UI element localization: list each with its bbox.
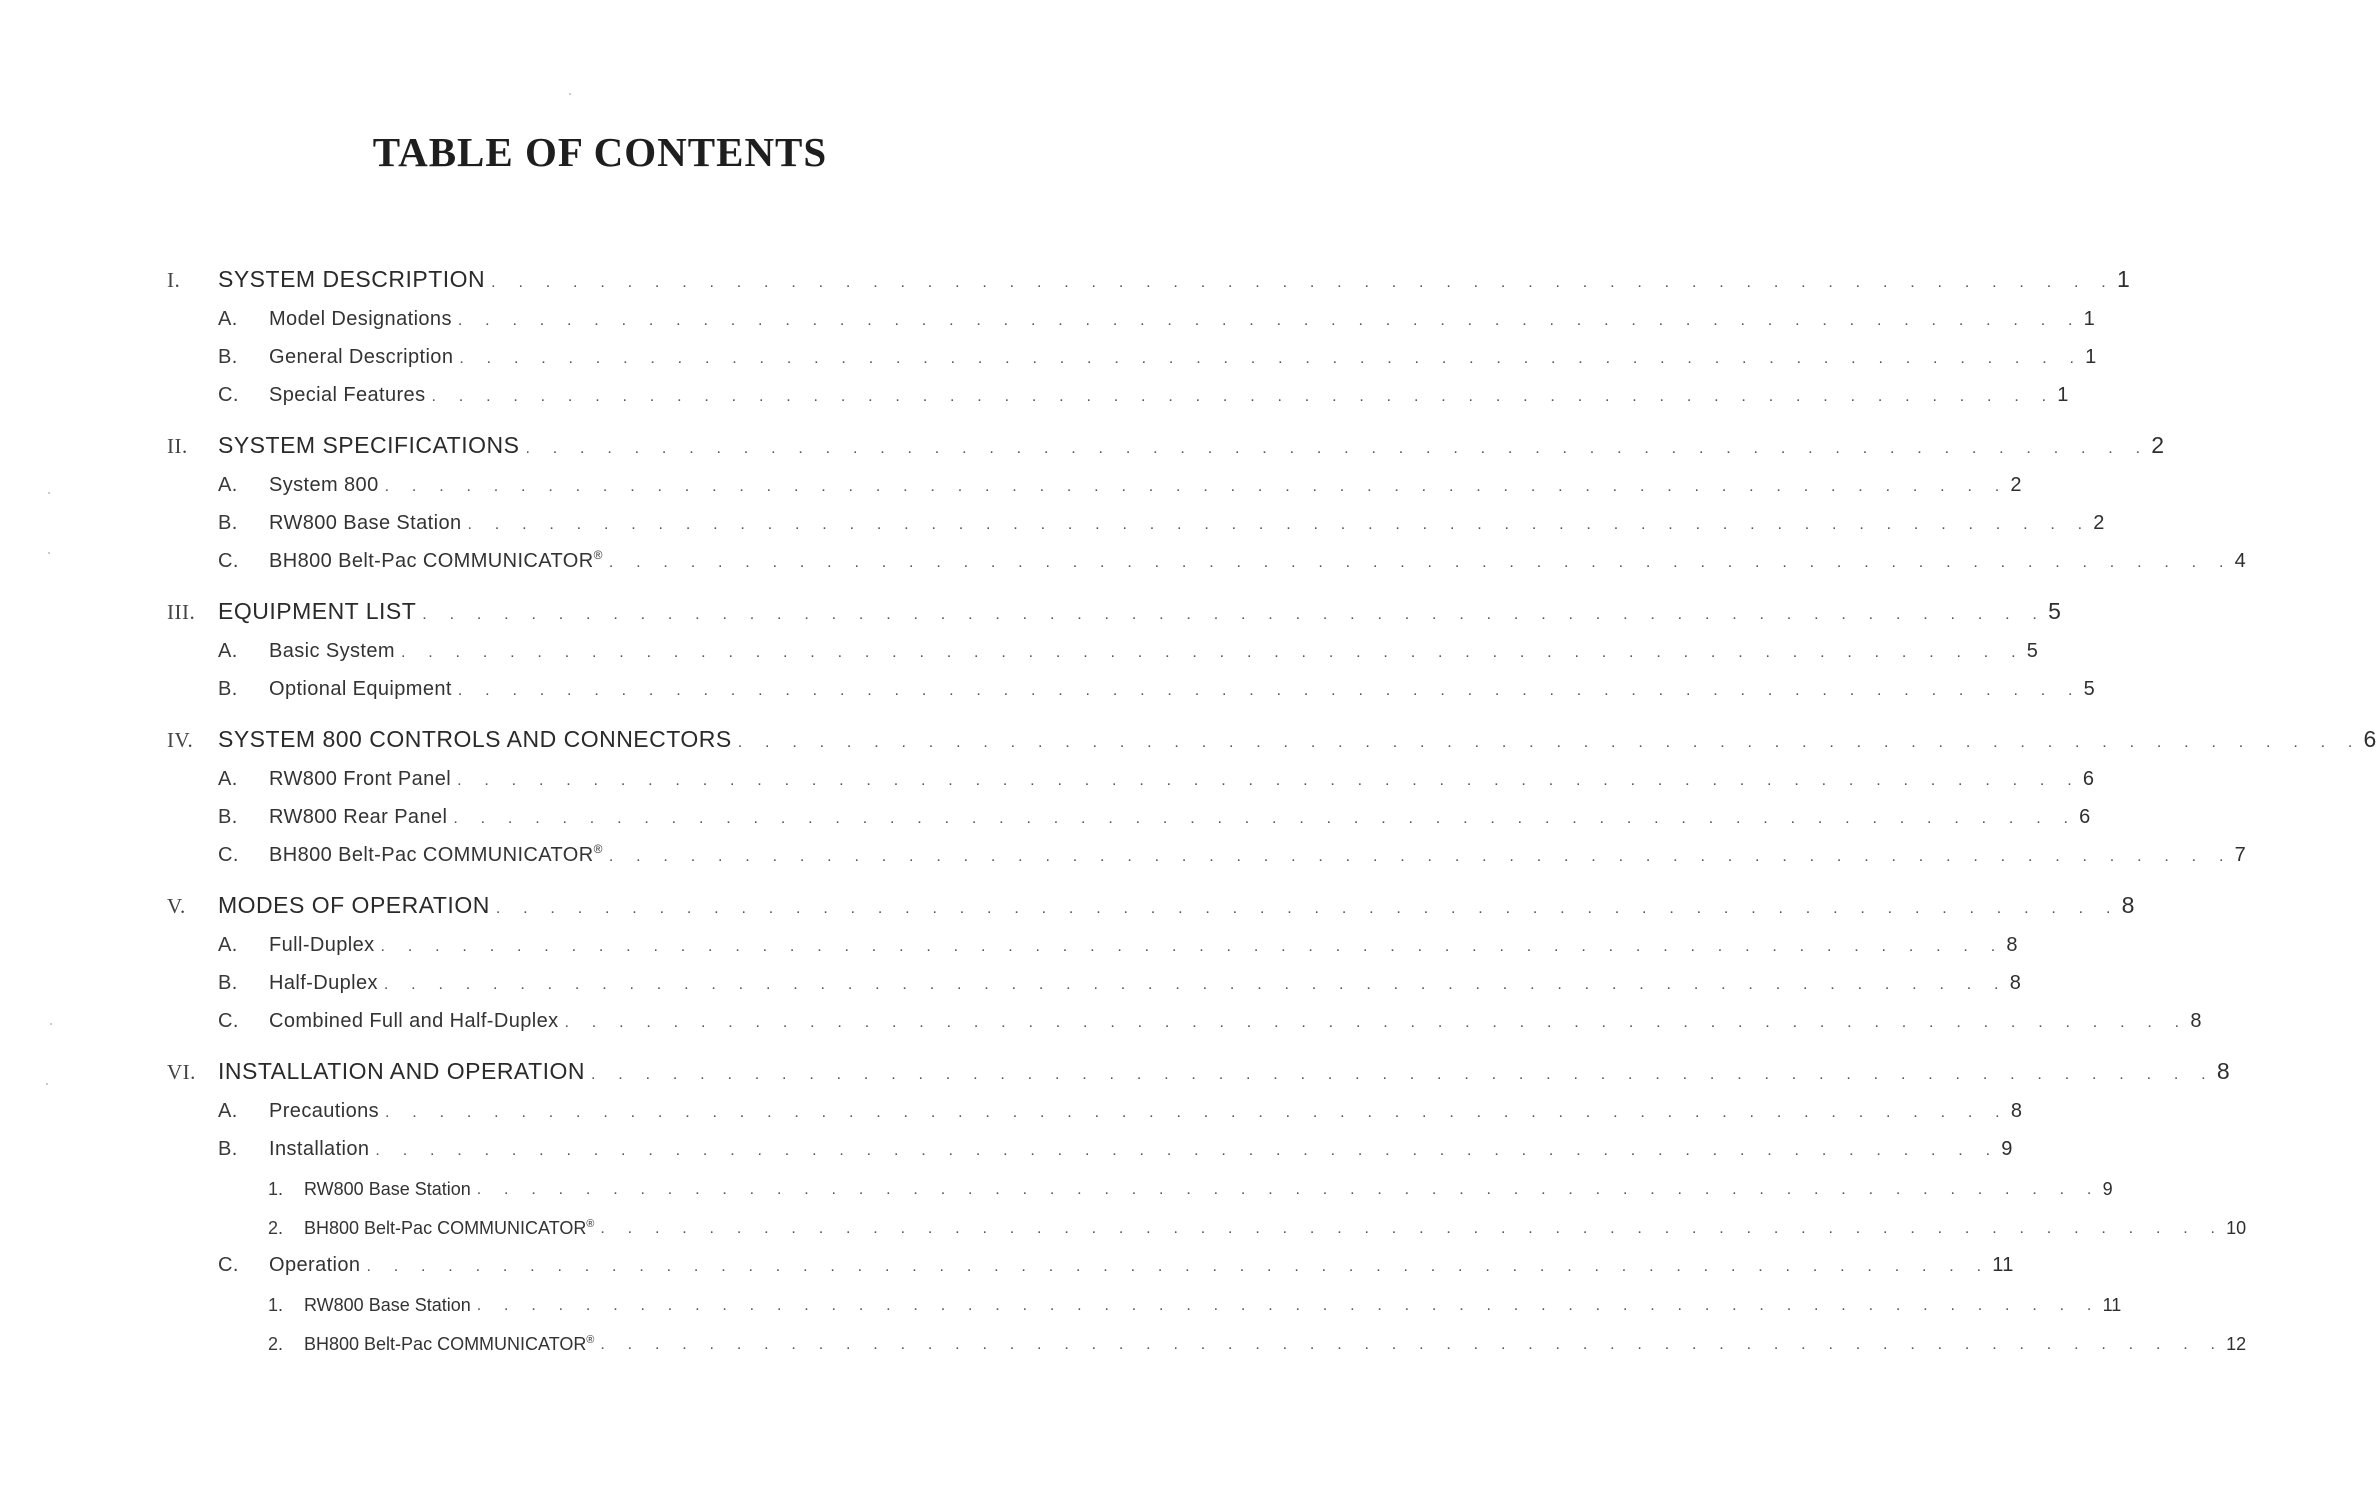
dot-leader: . . . . . . . . . . . . . . . . . . . . . . . . . . . . . . . . . . . . . . . . . . . . . . . . . . . . . . . . . . . . xyxy=(431,388,2056,405)
entry-title-text: RW800 Base Station xyxy=(304,1179,471,1199)
toc-section-entry[interactable] xyxy=(167,715,2377,753)
entry-title xyxy=(269,1254,366,1277)
entry-title xyxy=(269,806,453,829)
subsection-letter: A. xyxy=(218,474,238,496)
dot-leader: . . . . . . . . . . . . . . . . . . . . . . . . . . . . . . . . . . . . . . . . . . . . . . . . . . . . . . . . . . . . xyxy=(457,312,2082,329)
entry-title xyxy=(304,1179,477,1200)
scan-speck xyxy=(48,492,50,494)
toc-subsection-entry[interactable] xyxy=(167,791,2091,829)
dot-leader: . . . . . . . . . . . . . . . . . . . . . . . . . . . . . . . . . . . . . . . . . . . . . . . . . . . . . . . . . . . . xyxy=(459,350,2084,367)
scan-speck xyxy=(48,552,50,554)
entry-title-text: Installation xyxy=(269,1138,370,1160)
dot-leader: . . . . . . . . . . . . . . . . . . . . . . . . . . . . . . . . . . . . . . . . . . . . . . . . . . . . . . . . . . . . xyxy=(383,976,2008,993)
entry-title xyxy=(269,972,384,995)
dot-leader: . . . . . . . . . . . . . . . . . . . . . . . . . . . . . . . . . . . . . . . . . . . . . . . . . . . . . . . . . . . . xyxy=(453,810,2078,827)
dot-leader: . . . . . . . . . . . . . . . . . . . . . . . . . . . . . . . . . . . . . . . . . . . . . . . . . . . . . . . . . . . . xyxy=(476,1181,2101,1198)
dot-leader: . . . . . . . . . . . . . . . . . . . . . . . . . . . . . . . . . . . . . . . . . . . . . . . . . . . . . . . . . . . . xyxy=(600,1336,2225,1353)
page-number: 1 xyxy=(2085,346,2097,368)
entry-title xyxy=(269,474,385,497)
dot-leader: . . . . . . . . . . . . . . . . . . . . . . . . . . . . . . . . . . . . . . . . . . . . . . . . . . . . . . . . . . . . xyxy=(608,848,2233,865)
toc-section-entry[interactable] xyxy=(167,421,2165,459)
page-number: 1 xyxy=(2116,266,2131,292)
toc-subsection-entry[interactable] xyxy=(167,331,2097,369)
scan-speck xyxy=(569,93,571,95)
toc-subsection-entry[interactable] xyxy=(167,753,2095,791)
dot-leader: . . . . . . . . . . . . . . . . . . . . . . . . . . . . . . . . . . . . . . . . . . . . . . . . . . . . . . . . . . . . xyxy=(467,516,2092,533)
dot-leader: . . . . . . . . . . . . . . . . . . . . . . . . . . . . . . . . . . . . . . . . . . . . . . . . . . . . . . . . . . . . xyxy=(600,1220,2225,1237)
subsubsection-number: 1. xyxy=(268,1179,284,1199)
page-number: 5 xyxy=(2026,640,2039,662)
page-number: 5 xyxy=(2083,678,2096,700)
entry-title-text: Basic System xyxy=(269,640,395,662)
entry-title xyxy=(269,308,458,331)
page-number: 8 xyxy=(2009,972,2022,994)
entry-title-text: MODES OF OPERATION xyxy=(218,892,490,918)
section-numeral: VI. xyxy=(167,1060,196,1084)
page-number: 8 xyxy=(2006,934,2018,956)
entry-title xyxy=(218,432,525,459)
page-number: 11 xyxy=(2102,1295,2122,1315)
entry-title xyxy=(269,768,457,791)
page-number: 5 xyxy=(2048,598,2062,624)
entry-title xyxy=(269,384,431,407)
section-numeral: I. xyxy=(167,268,181,292)
table-of-contents xyxy=(167,255,2377,1355)
entry-title-text: Combined Full and Half-Duplex xyxy=(269,1010,559,1032)
dot-leader: . . . . . . . . . . . . . . . . . . . . . . . . . . . . . . . . . . . . . . . . . . . . . . . . . . . . . . . . . . . . xyxy=(385,1104,2009,1121)
subsection-letter: B. xyxy=(218,1138,238,1160)
dot-leader: . . . . . . . . . . . . . . . . . . . . . . . . . . . . . . . . . . . . . . . . . . . . . . . . . . . . . . . . . . . . xyxy=(525,440,2150,457)
dot-leader: . . . . . . . . . . . . . . . . . . . . . . . . . . . . . . . . . . . . . . . . . . . . . . . . . . . . . . . . . . . . xyxy=(564,1014,2189,1031)
section-numeral: II. xyxy=(167,434,188,458)
registered-mark: ® xyxy=(586,1217,595,1230)
toc-section-entry[interactable] xyxy=(167,881,2135,919)
dot-leader: . . . . . . . . . . . . . . . . . . . . . . . . . . . . . . . . . . . . . . . . . . . . . . . . . . . . . . . . . . . . xyxy=(457,682,2082,699)
subsection-letter: C. xyxy=(218,1010,239,1032)
entry-title xyxy=(269,934,381,957)
toc-subsection-entry[interactable] xyxy=(167,995,2202,1033)
page-number: 4 xyxy=(2234,550,2247,572)
entry-title-text: Special Features xyxy=(269,384,426,406)
entry-title xyxy=(269,640,401,663)
entry-title xyxy=(269,1138,375,1161)
entry-title-text: BH800 Belt-Pac COMMUNICATOR xyxy=(269,550,594,572)
dot-leader: . . . . . . . . . . . . . . . . . . . . . . . . . . . . . . . . . . . . . . . . . . . . . . . . . . . . . . . . . . . . xyxy=(737,734,2362,751)
page-number: 1 xyxy=(2057,384,2069,406)
page-number: 10 xyxy=(2226,1218,2247,1238)
entry-title-text: Precautions xyxy=(269,1100,380,1122)
page-number: 2 xyxy=(2010,474,2022,496)
toc-section-entry[interactable] xyxy=(167,587,2062,625)
entry-title-text: System 800 xyxy=(269,474,379,496)
entry-title-text: RW800 Rear Panel xyxy=(269,806,448,828)
dot-leader: . . . . . . . . . . . . . . . . . . . . . . . . . . . . . . . . . . . . . . . . . . . . . . . . . . . . . . . . . . . . xyxy=(608,554,2233,571)
subsection-letter: A. xyxy=(218,1100,238,1122)
entry-title-text: Full-Duplex xyxy=(269,934,375,956)
dot-leader: . . . . . . . . . . . . . . . . . . . . . . . . . . . . . . . . . . . . . . . . . . . . . . . . . . . . . . . . . . . . xyxy=(375,1142,2000,1159)
toc-subsubsection-entry[interactable] xyxy=(167,1277,2122,1316)
entry-title xyxy=(218,598,422,625)
entry-title-text: SYSTEM 800 CONTROLS AND CONNECTORS xyxy=(218,726,732,752)
dot-leader: . . . . . . . . . . . . . . . . . . . . . . . . . . . . . . . . . . . . . . . . . . . . . . . . . . . . . . . . . . . . xyxy=(380,938,2005,955)
entry-title-text: RW800 Base Station xyxy=(269,512,462,534)
entry-title xyxy=(218,892,496,919)
dot-leader: . . . . . . . . . . . . . . . . . . . . . . . . . . . . . . . . . . . . . . . . . . . . . . . . . . . . . . . . . . . . xyxy=(366,1258,1991,1275)
subsection-letter: C. xyxy=(218,384,239,406)
dot-leader: . . . . . . . . . . . . . . . . . . . . . . . . . . . . . . . . . . . . . . . . . . . . . . . . . . . . . . . . . . . . xyxy=(495,900,2120,917)
page-number: 6 xyxy=(2079,806,2091,828)
subsection-letter: B. xyxy=(218,972,238,994)
page-number: 9 xyxy=(2102,1179,2113,1199)
scan-speck xyxy=(46,1083,48,1085)
toc-subsection-entry[interactable] xyxy=(167,459,2022,497)
page-number: 2 xyxy=(2093,512,2105,534)
dot-leader: . . . . . . . . . . . . . . . . . . . . . . . . . . . . . . . . . . . . . . . . . . . . . . . . . . . . . . . . . . . . xyxy=(400,644,2025,661)
page-title: TABLE OF CONTENTS xyxy=(372,129,828,175)
toc-subsection-entry[interactable] xyxy=(167,625,2039,663)
entry-title xyxy=(269,550,609,573)
toc-subsection-entry[interactable] xyxy=(167,369,2069,407)
subsection-letter: B. xyxy=(218,806,238,828)
entry-title-text: RW800 Front Panel xyxy=(269,768,452,790)
toc-subsection-entry[interactable] xyxy=(167,829,2247,867)
subsubsection-number: 1. xyxy=(268,1295,284,1315)
toc-subsubsection-entry[interactable] xyxy=(167,1161,2113,1200)
entry-title xyxy=(218,726,738,753)
section-numeral: IV. xyxy=(167,728,194,752)
page-number: 8 xyxy=(2216,1058,2231,1084)
page-number: 8 xyxy=(2190,1010,2202,1032)
entry-title xyxy=(269,346,459,369)
entry-title xyxy=(269,844,609,867)
toc-subsection-entry[interactable] xyxy=(167,957,2022,995)
subsection-letter: A. xyxy=(218,934,238,956)
dot-leader: . . . . . . . . . . . . . . . . . . . . . . . . . . . . . . . . . . . . . . . . . . . . . . . . . . . . . . . . . . . . xyxy=(422,606,2047,623)
page-number: 8 xyxy=(2121,892,2135,918)
dot-leader: . . . . . . . . . . . . . . . . . . . . . . . . . . . . . . . . . . . . . . . . . . . . . . . . . . . . . . . . . . . . xyxy=(491,274,2115,291)
dot-leader: . . . . . . . . . . . . . . . . . . . . . . . . . . . . . . . . . . . . . . . . . . . . . . . . . . . . . . . . . . . . xyxy=(384,478,2009,495)
entry-title-text: BH800 Belt-Pac COMMUNICATOR xyxy=(304,1218,587,1238)
toc-section-entry[interactable] xyxy=(167,1047,2231,1085)
subsection-letter: C. xyxy=(218,1254,239,1276)
entry-title xyxy=(304,1334,600,1355)
toc-subsection-entry[interactable] xyxy=(167,1123,2013,1161)
subsection-letter: A. xyxy=(218,768,238,790)
entry-title xyxy=(269,678,458,701)
toc-subsubsection-entry[interactable] xyxy=(167,1200,2247,1239)
entry-title-text: BH800 Belt-Pac COMMUNICATOR xyxy=(269,844,594,866)
entry-title-text: INSTALLATION AND OPERATION xyxy=(218,1058,586,1084)
page-number: 12 xyxy=(2226,1334,2247,1354)
section-numeral: V. xyxy=(167,894,186,918)
page-number: 6 xyxy=(2363,726,2377,752)
page-number: 11 xyxy=(1992,1254,2014,1276)
entry-title xyxy=(269,512,468,535)
toc-subsection-entry[interactable] xyxy=(167,1085,2023,1123)
toc-subsubsection-entry[interactable] xyxy=(167,1316,2247,1355)
toc-subsection-entry[interactable] xyxy=(167,535,2247,573)
entry-title-text: SYSTEM DESCRIPTION xyxy=(218,266,486,292)
toc-subsection-entry[interactable] xyxy=(167,663,2096,701)
entry-title-text: Half-Duplex xyxy=(269,972,378,994)
entry-title xyxy=(269,1010,565,1033)
page-number: 7 xyxy=(2234,844,2247,866)
registered-mark: ® xyxy=(593,548,603,563)
entry-title xyxy=(218,266,491,293)
entry-title xyxy=(304,1218,600,1239)
page-number: 2 xyxy=(2151,432,2165,458)
subsubsection-number: 2. xyxy=(268,1218,284,1238)
subsection-letter: C. xyxy=(218,844,239,866)
entry-title-text: Model Designations xyxy=(269,308,452,330)
entry-title-text: RW800 Base Station xyxy=(304,1295,471,1315)
dot-leader: . . . . . . . . . . . . . . . . . . . . . . . . . . . . . . . . . . . . . . . . . . . . . . . . . . . . . . . . . . . . xyxy=(476,1297,2101,1314)
page-number: 1 xyxy=(2083,308,2096,330)
toc-subsection-entry[interactable] xyxy=(167,293,2096,331)
page-number: 6 xyxy=(2082,768,2095,790)
dot-leader: . . . . . . . . . . . . . . . . . . . . . . . . . . . . . . . . . . . . . . . . . . . . . . . . . . . . . . . . . . . . xyxy=(591,1066,2215,1083)
entry-title-text: BH800 Belt-Pac COMMUNICATOR xyxy=(304,1334,587,1354)
entry-title xyxy=(304,1295,477,1316)
section-numeral: III. xyxy=(167,600,196,624)
scan-speck xyxy=(50,1023,52,1025)
entry-title-text: EQUIPMENT LIST xyxy=(218,598,417,624)
toc-section-entry[interactable] xyxy=(167,255,2131,293)
subsection-letter: B. xyxy=(218,512,238,534)
subsection-letter: A. xyxy=(218,640,238,662)
subsubsection-number: 2. xyxy=(268,1334,284,1354)
entry-title-text: Optional Equipment xyxy=(269,678,452,700)
registered-mark: ® xyxy=(586,1333,595,1346)
entry-title-text: Operation xyxy=(269,1254,361,1276)
entry-title-text: SYSTEM SPECIFICATIONS xyxy=(218,432,520,458)
subsection-letter: B. xyxy=(218,678,238,700)
dot-leader: . . . . . . . . . . . . . . . . . . . . . . . . . . . . . . . . . . . . . . . . . . . . . . . . . . . . . . . . . . . . xyxy=(457,772,2081,789)
subsection-letter: C. xyxy=(218,550,239,572)
toc-subsection-entry[interactable] xyxy=(167,497,2105,535)
registered-mark: ® xyxy=(593,842,603,857)
entry-title xyxy=(269,1100,385,1123)
page-number: 8 xyxy=(2010,1100,2023,1122)
entry-title xyxy=(218,1058,591,1085)
entry-title-text: General Description xyxy=(269,346,454,368)
subsection-letter: B. xyxy=(218,346,238,368)
toc-subsection-entry[interactable] xyxy=(167,1239,2014,1277)
toc-subsection-entry[interactable] xyxy=(167,919,2018,957)
page-number: 9 xyxy=(2001,1138,2013,1160)
subsection-letter: A. xyxy=(218,308,238,330)
